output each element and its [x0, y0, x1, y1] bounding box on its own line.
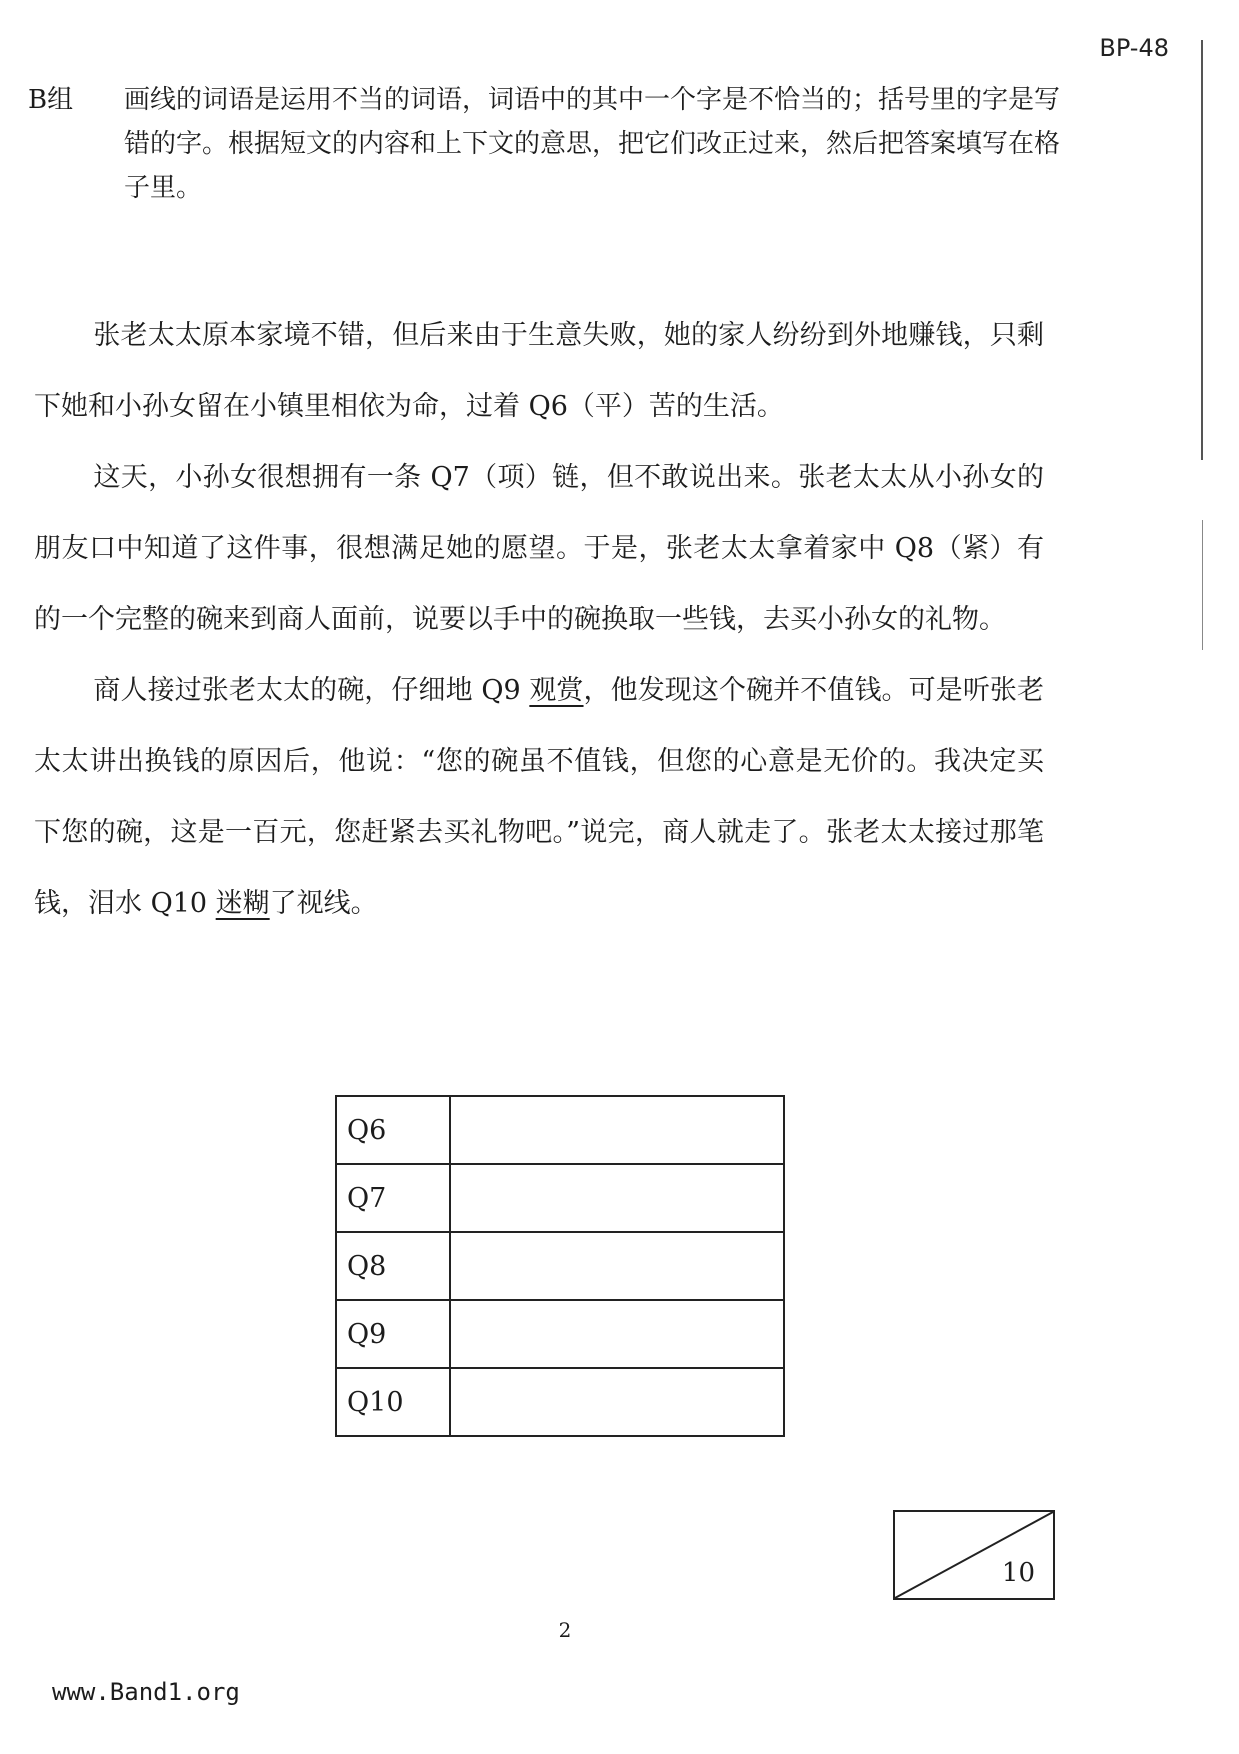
table-row [336, 1368, 784, 1436]
answer-cell[interactable] [450, 1300, 784, 1368]
page-id: BP-48 [1099, 34, 1169, 62]
section-label: B组 [28, 85, 74, 115]
passage [34, 300, 1044, 939]
answer-cell[interactable] [450, 1232, 784, 1300]
table-row [336, 1300, 784, 1368]
question-label: Q6 [336, 1096, 450, 1164]
passage-text: ，他发现这个碗并不值钱。可是听张老太太讲出换钱的原因后，他说：“您的碗虽不值钱，但您的心意是无价的。我决定买下您的碗，这是一百元，您赶紧去买礼物吧。”说完，商人就走了。张老太太接过那笔钱，泪水 Q10 [34, 675, 1045, 919]
underlined-word-q9: 观赏 [529, 675, 584, 706]
page-edge-line [1202, 520, 1203, 650]
answer-cell[interactable] [450, 1096, 784, 1164]
answer-cell[interactable] [450, 1164, 784, 1232]
passage-paragraph-2: 这天，小孙女很想拥有一条 Q7（项）链，但不敢说出来。张老太太从小孙女的朋友口中知道了这件事，很想满足她的愿望。于是，张老太太拿着家中 Q8（紧）有的一个完整的碗来到商人面前，说要以手中的碗换取一些钱，去买小孙女的礼物。 [34, 462, 1044, 635]
table-row [336, 1096, 784, 1164]
passage-paragraph-3 [34, 655, 1044, 939]
question-label: Q9 [336, 1300, 450, 1368]
instruction-block [28, 78, 1078, 210]
passage-paragraph-1: 张老太太原本家境不错，但后来由于生意失败，她的家人纷纷到外地赚钱，只剩下她和小孙女留在小镇里相依为命，过着 Q6（平）苦的生活。 [34, 320, 1044, 422]
question-label: Q10 [336, 1368, 450, 1436]
instruction-text: 画线的词语是运用不当的词语，词语中的其中一个字是不恰当的；括号里的字是写错的字。根据短文的内容和上下文的意思，把它们改正过来，然后把答案填写在格子里。 [124, 85, 1061, 203]
passage-text: 商人接过张老太太的碗，仔细地 Q9 [93, 675, 530, 706]
score-total: 10 [1001, 1558, 1035, 1588]
footer-url: www.Band1.org [52, 1678, 240, 1706]
question-label: Q7 [336, 1164, 450, 1232]
page-number: 2 [558, 1618, 572, 1642]
question-label: Q8 [336, 1232, 450, 1300]
answer-cell[interactable] [450, 1368, 784, 1436]
underlined-word-q10: 迷糊 [215, 888, 270, 919]
table-row [336, 1164, 784, 1232]
page-edge-line [1201, 40, 1203, 460]
score-box [893, 1510, 1055, 1600]
answer-table [335, 1095, 785, 1437]
passage-text: 了视线。 [269, 888, 378, 919]
table-row [336, 1232, 784, 1300]
